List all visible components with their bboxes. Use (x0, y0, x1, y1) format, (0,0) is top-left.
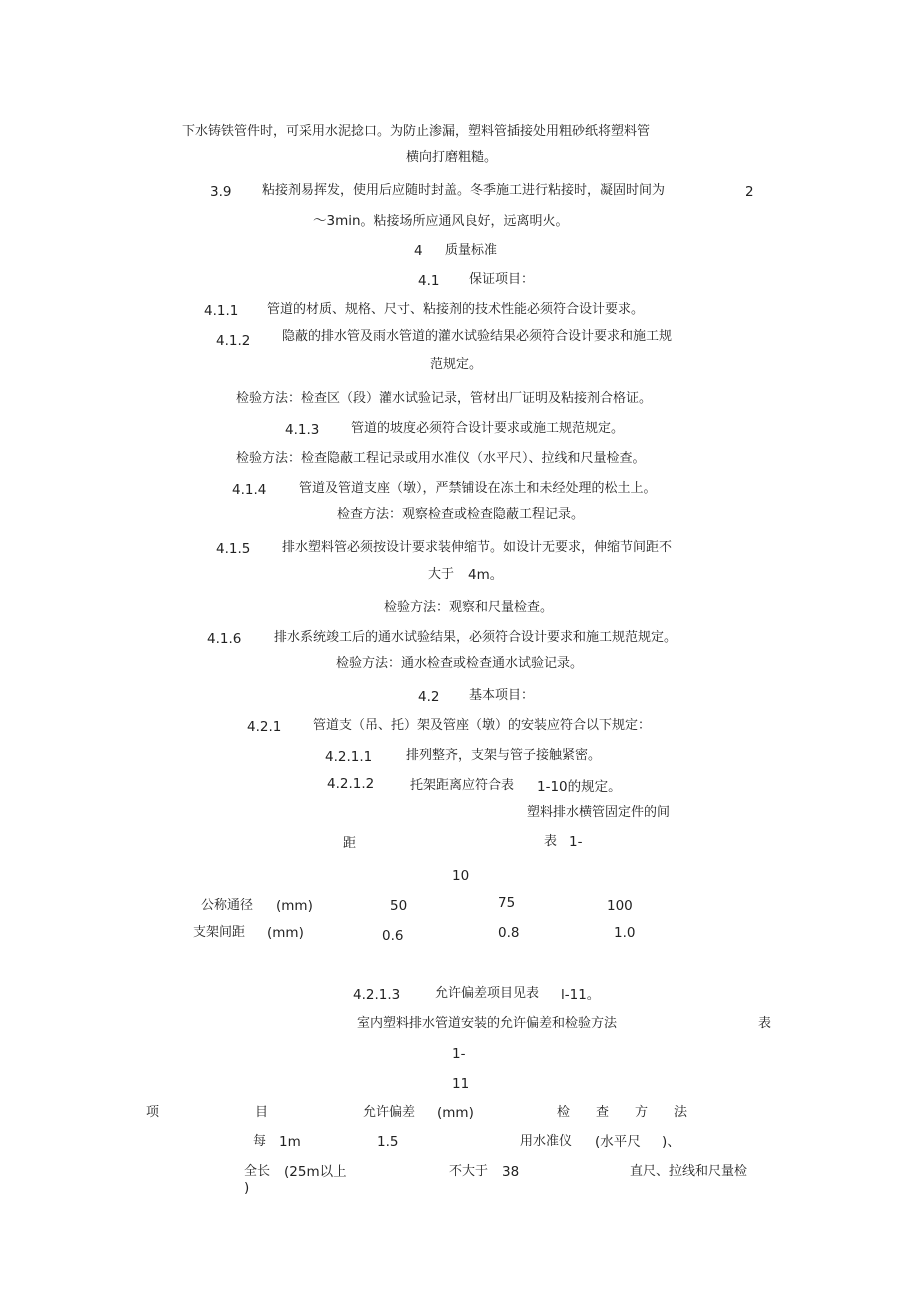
table-cell: 不大于 (449, 1164, 489, 1179)
section-number: 4.1.1 (204, 303, 239, 319)
section-number: 4.2.1 (247, 719, 282, 735)
table-row-unit: (mm) (267, 925, 304, 941)
table-caption: 塑料排水横管固定件的间 (527, 805, 671, 820)
section-number: 3.9 (210, 184, 232, 200)
table-row-label: 支架间距 (193, 925, 246, 940)
section-number: 4.2.1.2 (327, 776, 375, 792)
section-number: 4.2 (418, 689, 440, 705)
table-number: 11 (452, 1076, 470, 1092)
table-number: 1- (569, 834, 583, 850)
table-number: 1- (452, 1046, 466, 1062)
table-header-method: 查 (596, 1105, 610, 1120)
section-value: 2 (745, 184, 754, 200)
section-text: 托架距离应符合表 (410, 778, 515, 793)
section-number: 4.1.2 (216, 333, 251, 349)
table-cell: 1m (279, 1134, 301, 1150)
table-header-method: 方 (635, 1105, 649, 1120)
section-number: 4.1 (418, 273, 440, 289)
section-text: 范规定。 (430, 357, 483, 372)
table-caption: 距 (343, 836, 357, 851)
table-row-label: 公称通径 (201, 898, 254, 913)
time-range: ～3min (313, 213, 361, 229)
check-method: 检验方法：通水检查或检查通水试验记录。 (336, 656, 584, 671)
table-number: 10 (452, 868, 470, 884)
table-cell: 直尺、拉线和尺量检 (630, 1164, 748, 1179)
check-method: 检查方法：观察检查或检查隐蔽工程记录。 (337, 507, 585, 522)
section-text: 隐蔽的排水管及雨水管道的灌水试验结果必须符合设计要求和施工规 (282, 329, 673, 344)
table-cell: 全长 (244, 1164, 271, 1179)
section-text: 管道的坡度必须符合设计要求或施工规范规定。 (351, 421, 625, 436)
table-cell: 50 (390, 898, 408, 914)
table-cell: 每 (253, 1134, 267, 1149)
table-header-tolerance: 允许偏差 (363, 1105, 416, 1120)
table-reference: 1-10的规定。 (537, 779, 622, 795)
section-text (313, 213, 569, 230)
check-method: 检验方法：检查区（段）灌水试验记录，管材出厂证明及粘接剂合格证。 (236, 391, 653, 406)
section-heading: 保证项目： (469, 272, 535, 287)
table-cell: (水平尺 (595, 1134, 641, 1150)
table-header-unit: (mm) (437, 1105, 474, 1121)
section-text: 允许偏差项目见表 (435, 986, 540, 1001)
table-cell: 用水准仪 (520, 1134, 573, 1149)
section-number: 4 (414, 243, 423, 259)
table-header-method: 法 (674, 1105, 688, 1120)
section-number: 4.2.1.3 (353, 987, 401, 1003)
table-cell: (25m以上 (284, 1164, 347, 1180)
check-method: 检验方法：观察和尺量检查。 (384, 600, 554, 615)
section-number: 4.1.6 (207, 631, 242, 647)
table-cell: 0.6 (382, 928, 404, 944)
table-cell: ) (244, 1180, 250, 1196)
section-text: 大于 (428, 567, 455, 582)
table-reference: l-11。 (561, 987, 601, 1003)
check-method: 检验方法：检查隐蔽工程记录或用水准仪（水平尺）、拉线和尺量检查。 (236, 451, 646, 466)
paragraph-line: 横向打磨粗糙。 (406, 150, 498, 165)
section-text: 管道及管道支座（墩），严禁铺设在冻土和未经处理的松土上。 (299, 481, 657, 496)
section-number: 4.1.4 (232, 482, 267, 498)
table-cell: 38 (502, 1164, 520, 1180)
section-text: 管道的材质、规格、尺寸、粘接剂的技术性能必须符合设计要求。 (267, 302, 645, 317)
table-label: 表 (544, 834, 558, 849)
table-header-item: 项 (146, 1105, 160, 1120)
table-row-unit: (mm) (276, 898, 313, 914)
table-cell: 100 (607, 898, 633, 914)
section-value: 4m。 (468, 567, 504, 583)
section-text: 排水系统竣工后的通水试验结果，必须符合设计要求和施工规范规定。 (274, 630, 678, 645)
section-heading: 基本项目： (469, 688, 535, 703)
table-caption: 室内塑料排水管道安装的允许偏差和检验方法 (357, 1016, 618, 1031)
section-heading: 质量标准 (445, 243, 498, 258)
table-header-method: 检 (557, 1105, 571, 1120)
section-text: 排列整齐，支架与管子接触紧密。 (406, 748, 602, 763)
paragraph-line: 下水铸铁管件时，可采用水泥捻口。为防止渗漏，塑料管插接处用粗砂纸将塑料管 (182, 124, 651, 139)
section-text: 排水塑料管必须按设计要求装伸缩节。如设计无要求，伸缩节间距不 (282, 540, 673, 555)
table-cell: 0.8 (498, 925, 520, 941)
table-cell: 1.5 (377, 1134, 399, 1150)
section-number: 4.2.1.1 (325, 749, 373, 765)
section-number: 4.1.3 (285, 422, 320, 438)
section-text-cont: 。粘接场所应通风良好，远离明火。 (360, 214, 569, 229)
table-label: 表 (758, 1016, 772, 1031)
section-text: 管道支（吊、托）架及管座（墩）的安装应符合以下规定： (313, 718, 652, 733)
table-cell: )、 (662, 1134, 681, 1150)
table-cell: 75 (498, 895, 516, 911)
section-number: 4.1.5 (216, 541, 251, 557)
table-header-item: 目 (255, 1105, 269, 1120)
table-cell: 1.0 (614, 925, 636, 941)
section-text: 粘接剂易挥发，使用后应随时封盖。冬季施工进行粘接时，凝固时间为 (262, 183, 666, 198)
